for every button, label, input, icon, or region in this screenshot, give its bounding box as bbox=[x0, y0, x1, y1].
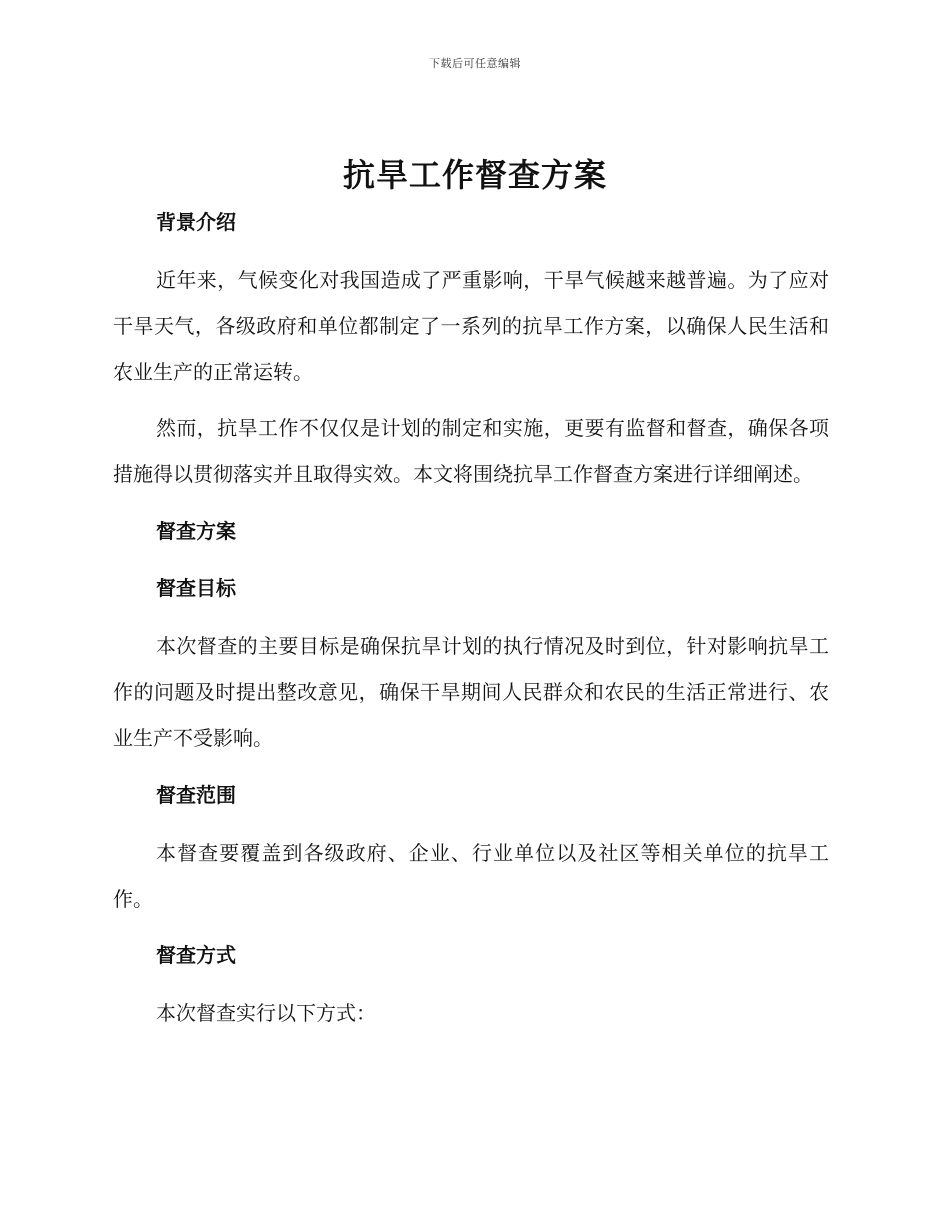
section-heading-scope: 督查范围 bbox=[156, 783, 236, 807]
document-body bbox=[113, 204, 829, 1036]
paragraph-method: 本次督查实行以下方式： bbox=[156, 1001, 376, 1025]
header-note: 下载后可任意编辑 bbox=[429, 57, 521, 70]
section-heading-background: 背景介绍 bbox=[156, 210, 236, 234]
paragraph-background-2: 然而，抗旱工作不仅仅是计划的制定和实施，更要有监督和督查，确保各项措施得以贯彻落实并且取得实效。本文将围绕抗旱工作督查方案进行详细阐述。 bbox=[113, 416, 829, 486]
paragraph-background-1: 近年来，气候变化对我国造成了严重影响，干旱气候越来越普遍。为了应对干旱天气，各级政府和单位都制定了一系列的抗旱工作方案，以确保人民生活和农业生产的正常运转。 bbox=[113, 268, 829, 384]
section-heading-goal: 督查目标 bbox=[156, 576, 236, 600]
section-heading-method: 督查方式 bbox=[156, 943, 236, 967]
paragraph-goal: 本次督查的主要目标是确保抗旱计划的执行情况及时到位，针对影响抗旱工作的问题及时提出整改意见，确保干旱期间人民群众和农民的生活正常进行、农业生产不受影响。 bbox=[113, 634, 829, 750]
paragraph-scope: 本督查要覆盖到各级政府、企业、行业单位以及社区等相关单位的抗旱工作。 bbox=[113, 841, 829, 911]
page-title: 抗旱工作督查方案 bbox=[342, 156, 607, 194]
section-heading-plan: 督查方案 bbox=[156, 519, 236, 543]
